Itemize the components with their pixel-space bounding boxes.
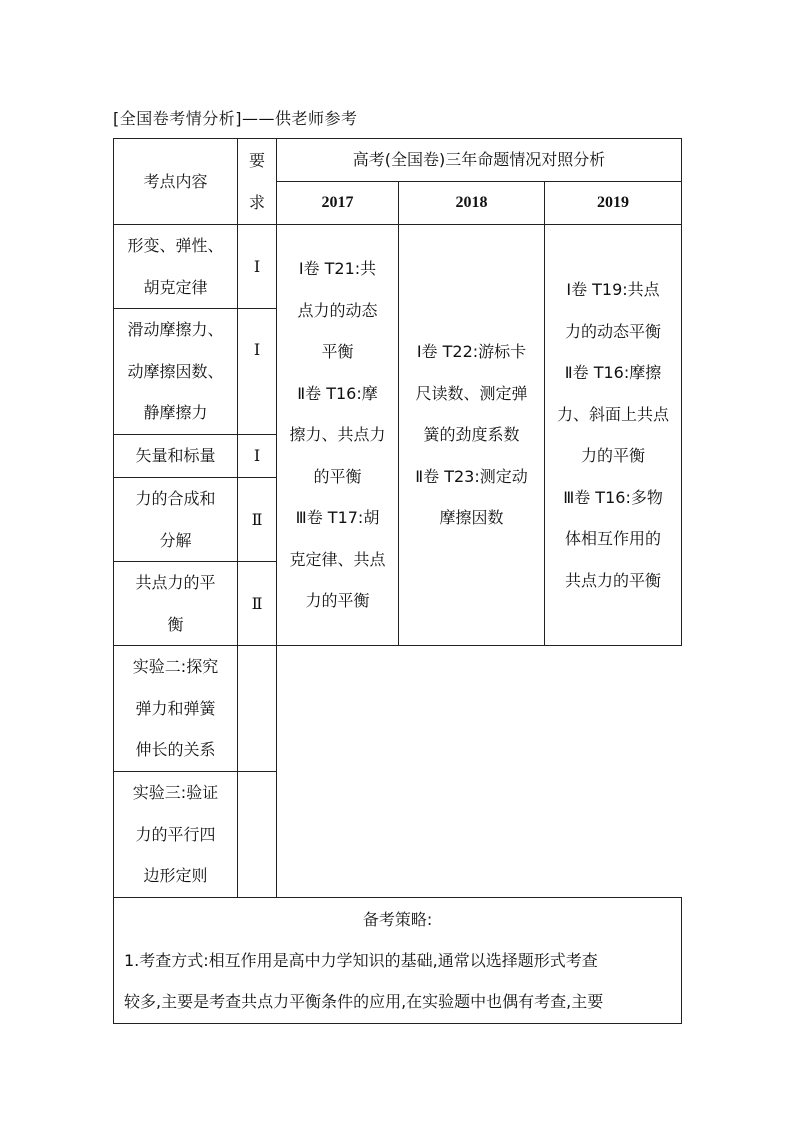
y2018-line: Ⅱ卷 T23:测定动 [415, 466, 528, 486]
y2017-line: 克定律、共点 [289, 549, 386, 569]
y2017-line: 力的平衡 [305, 591, 370, 611]
topic-cell-7 [114, 772, 238, 898]
topic-line: 实验二:探究 [132, 657, 219, 677]
y2017-line: Ⅲ卷 T17:胡 [295, 508, 380, 528]
y2017-line: Ⅱ卷 T16:摩 [297, 383, 378, 403]
header-req-char-1: 要 [248, 150, 265, 170]
topic-line: 力的平行四 [135, 824, 216, 844]
y2019-line: 体相互作用的 [565, 529, 662, 548]
y2017-line: 平衡 [321, 342, 354, 362]
topic-cell-4 [114, 478, 238, 562]
topic-line: 滑动摩擦力、 [127, 320, 224, 340]
strategy-cell [114, 898, 682, 1024]
topic-line: 矢量和标量 [135, 446, 216, 466]
header-year-2017: 2017 [277, 182, 399, 225]
y2019-line: Ⅱ卷 T16:摩擦 [564, 363, 662, 382]
y2018-line: 尺读数、测定弹 [415, 383, 528, 403]
topic-line: 边形定则 [143, 866, 208, 886]
y2019-line: Ⅲ卷 T16:多物 [563, 487, 663, 507]
header-req-char-2: 求 [248, 192, 265, 212]
requirement-cell-1: Ⅰ [238, 225, 277, 309]
y2019-line: 力、斜面上共点 [557, 404, 670, 424]
topic-line: 分解 [159, 530, 192, 550]
topic-line: 胡克定律 [143, 277, 208, 297]
header-year-2018: 2018 [399, 182, 545, 225]
strategy-line: 较多,主要是考查共点力平衡条件的应用,在实验题中也偶有考查,主要 [124, 992, 604, 1011]
strategy-line: 1.考查方式:相互作用是高中力学知识的基础,通常以选择题形式考查 [124, 951, 598, 970]
requirement-cell-5: Ⅱ [238, 562, 277, 646]
page-heading: [全国卷考情分析]——供老师参考 [113, 109, 358, 128]
strategy-title: 备考策略: [362, 910, 433, 929]
topic-line: 力的合成和 [135, 489, 216, 508]
topic-line: 静摩擦力 [143, 403, 208, 423]
topic-cell-2 [114, 309, 238, 435]
year-2017-cell [277, 225, 399, 646]
topic-line: 动摩擦因数、 [127, 361, 224, 381]
header-topic: 考点内容 [114, 139, 238, 225]
topic-line: 伸长的关系 [135, 740, 216, 760]
exam-analysis-table [113, 138, 682, 1024]
requirement-cell-3: Ⅰ [238, 435, 277, 478]
y2019-line: 力的平衡 [581, 446, 646, 465]
requirement-cell-2: Ⅰ [238, 309, 277, 435]
y2019-line: 力的动态平衡 [565, 321, 662, 341]
y2018-line: Ⅰ卷 T22:游标卡 [416, 342, 527, 362]
topic-cell-5 [114, 562, 238, 646]
topic-cell-6 [114, 646, 238, 772]
header-analysis: 高考(全国卷)三年命题情况对照分析 [277, 139, 682, 182]
y2019-line: Ⅰ卷 T19:共点 [566, 280, 660, 299]
topic-line: 弹力和弹簧 [135, 698, 216, 718]
y2018-line: 簧的劲度系数 [423, 425, 520, 445]
y2017-line: 的平衡 [313, 466, 362, 486]
header-year-2019: 2019 [545, 182, 682, 225]
topic-line: 共点力的平 [135, 573, 216, 592]
topic-line: 实验三:验证 [132, 783, 219, 803]
topic-line: 形变、弹性、 [127, 236, 224, 255]
y2019-line: 共点力的平衡 [565, 570, 662, 590]
year-2019-cell [545, 225, 682, 646]
year-2018-cell [399, 225, 545, 646]
y2017-line: 点力的动态 [297, 300, 378, 320]
header-requirement [238, 139, 277, 225]
y2017-line: 擦力、共点力 [289, 425, 386, 445]
requirement-cell-6 [238, 646, 277, 772]
y2017-line: Ⅰ卷 T21:共 [298, 259, 377, 279]
requirement-cell-4: Ⅱ [238, 478, 277, 562]
topic-line: 衡 [167, 614, 184, 634]
topic-cell-1 [114, 225, 238, 309]
y2018-line: 摩擦因数 [439, 508, 504, 528]
topic-cell-3 [114, 435, 238, 478]
requirement-cell-7 [238, 772, 277, 898]
